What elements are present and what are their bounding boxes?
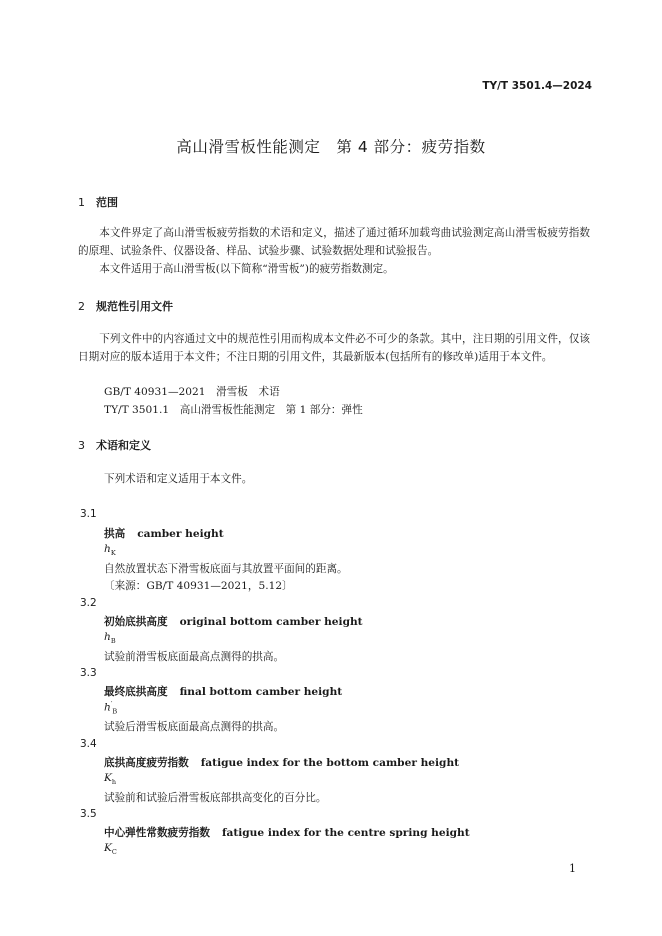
references-paragraph-text: 下列文件中的内容通过文中的规范性引用而构成本文件必不可少的条款。其中，注日期的引用文件，仅该日期对应的版本适用于本文件；不注日期的引用文件，其最新版本(包括所有的修改单)适用于本文件。 — [78, 333, 590, 363]
term-en: fatigue index for the centre spring height — [221, 827, 470, 839]
scope-paragraphs — [78, 224, 590, 278]
section-title: 规范性引用文件 — [96, 300, 173, 313]
term-symbol: $K_h$ — [104, 772, 117, 787]
term-heading — [104, 684, 342, 699]
scope-paragraph: 本文件适用于高山滑雪板(以下简称“滑雪板”)的疲劳指数测定。 — [99, 263, 394, 275]
term-number: 3.2 — [80, 597, 97, 609]
term-zh: 中心弹性常数疲劳指数 — [104, 827, 210, 839]
term-en: camber height — [137, 528, 224, 540]
term-heading — [104, 526, 224, 541]
term-zh: 初始底拱高度 — [104, 616, 168, 628]
terms-intro: 下列术语和定义适用于本文件。 — [104, 473, 253, 485]
document-title: 高山滑雪板性能测定 第 4 部分：疲劳指数 — [176, 138, 486, 156]
section-number: 1 — [78, 196, 85, 209]
term-number: 3.1 — [80, 508, 97, 520]
term-number: 3.3 — [80, 667, 97, 679]
term-heading — [104, 825, 470, 840]
term-number: 3.4 — [80, 738, 97, 750]
term-zh: 拱高 — [104, 528, 126, 540]
section-title: 范围 — [96, 196, 118, 209]
term-source: 〔来源：GB/T 40931—2021，5.12〕 — [104, 580, 293, 592]
standard-code: TY/T 3501.4—2024 — [482, 80, 592, 92]
scope-paragraph: 本文件界定了高山滑雪板疲劳指数的术语和定义，描述了通过循环加载弯曲试验测定高山滑雪板疲劳指数的原理、试验条件、仪器设备、样品、试验步骤、试验数据处理和试验报告。 — [78, 227, 590, 257]
term-symbol: $h_B$ — [104, 631, 116, 646]
section-heading-references — [78, 298, 173, 314]
section-heading-scope — [78, 194, 118, 210]
term-definition: 试验后滑雪板底面最高点测得的拱高。 — [104, 721, 285, 733]
section-title: 术语和定义 — [96, 439, 151, 452]
term-definition: 自然放置状态下滑雪板底面与其放置平面间的距离。 — [104, 563, 348, 575]
reference-item: TY/T 3501.1 高山滑雪板性能测定 第 1 部分：弹性 — [104, 404, 363, 416]
references-paragraph — [78, 330, 590, 366]
section-number: 3 — [78, 439, 85, 452]
term-symbol: $h'_B$ — [104, 700, 118, 716]
term-en: final bottom camber height — [179, 686, 343, 698]
term-zh: 底拱高度疲劳指数 — [104, 757, 189, 769]
term-en: fatigue index for the bottom camber height — [200, 757, 460, 769]
term-heading — [104, 614, 363, 629]
term-symbol: $K_C$ — [104, 842, 117, 857]
term-zh: 最终底拱高度 — [104, 686, 168, 698]
term-symbol: $h_K$ — [104, 543, 116, 558]
section-number: 2 — [78, 300, 85, 313]
reference-item: GB/T 40931—2021 滑雪板 术语 — [104, 386, 280, 398]
term-heading — [104, 755, 459, 770]
term-en: original bottom camber height — [179, 616, 363, 628]
section-heading-terms — [78, 437, 151, 453]
page-number: 1 — [569, 862, 576, 875]
term-definition: 试验前和试验后滑雪板底部拱高变化的百分比。 — [104, 792, 327, 804]
term-number: 3.5 — [80, 808, 97, 820]
term-definition: 试验前滑雪板底面最高点测得的拱高。 — [104, 651, 285, 663]
